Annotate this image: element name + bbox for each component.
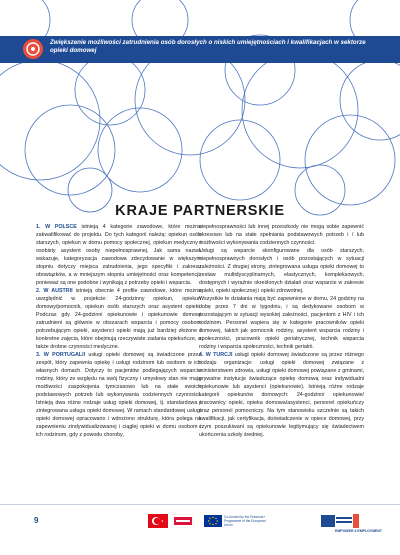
paragraph bbox=[199, 295, 364, 351]
paragraph-text: istnieją 4 kategorie zawodowe, które można zakwalifikować do projektu. Do tych kategorii należą: opiekun osób starszych, opiekun w domu pomocy społecznej, opiekun medyczny i osobisty asystent osoby niepełnosprawnej. Jak sama nazwa wskazuje, kategoryzacja zawodowa zdecydowanie w większym stopniu dotyczy miejsca zatrudnienia, jego specyfiki i zakresu obowiązków, a w mniejszym stopniu umiejętności oraz kompetencji, ponieważ są one podobne i wynikają z potrzeby opieki i wsparcia. bbox=[36, 224, 201, 286]
text-column-right bbox=[199, 223, 364, 439]
paragraph-text: niepełnosprawności lub innej przeszkody nie mogą sobie zapewnić okresowo lub na stałe spełniania podstawowych potrzeb i / lub możliwości wykonywania codziennych czynności. bbox=[199, 224, 364, 246]
paragraph-text: Wszystkie te działania mają być zapewnione w domu, 24 godziny na dobę przez 7 dni w tygodniu, i są dedykowane osobom w pozostającym w sytuacji wysokiej zależności, pacjentom z HIV i ich rodzinom. Personel wspiera się w kategorie pracowników opieki domowej, takich jak pomocnik rodziny, asystent wsparcia rodziny i społeczności, pracownik opieki geriatrycznej, technik wsparcia rodziny i wsparcia społeczności, technik geriatrii. bbox=[199, 296, 364, 350]
empower-brand-text: EMPOWER 4 EMPLOYMENT bbox=[335, 529, 383, 533]
footer-divider bbox=[0, 504, 400, 505]
paragraph bbox=[36, 287, 201, 351]
partner-logo-icon bbox=[172, 514, 194, 528]
paragraph-text: usługi opieki domowej są świadczone przez zespół, który zapewnia opiekę i usługi rodzinom lub osobom w ich własnych domach. Dotyczy to pacjentów podlegających wsparciu rodziny, który ze względu na swój fizyczny i umysłowy stan nie mają możliwości zaspokojenia tymczasowo lub na stałe swoich podstawowych potrzeb lub wykonywania codziennych czynności. Istnieją dwa różne rodzaje usług opieki domowej, tj. standardowa i zintegrowana usługa opieki domowej. W ramach standardowej usługi opieki domowej opracowano i wdrożono strukturę, która polega na zapewnieniu zindywidualizowanej i ciągłej opieki w domu osobom i ich rodzinom, gdy z powodu choroby, bbox=[36, 352, 201, 438]
paragraph bbox=[199, 351, 364, 439]
page-title: KRAJE PARTNERSKIE bbox=[115, 203, 285, 219]
paragraph bbox=[199, 223, 364, 247]
project-logo-icon bbox=[22, 38, 44, 60]
paragraph bbox=[36, 223, 201, 287]
page-number: 9 bbox=[34, 516, 39, 525]
paragraph bbox=[36, 351, 201, 439]
turkey-flag-icon bbox=[148, 514, 168, 528]
paragraph-text: istnieją obecnie 4 profile zawodowe, które można uwzględnić w projekcie: 24-godzinny opiekun, opiekun domowy/pomocnik, opiekun osób starszych oraz asystent opieki. Podczas gdy 24-godzinni opiekunowie i opiekunowie domowi zatrudnieni są głównie w obszarach wsparcia i pomocy osobom potrzebującym opieki, asystenci opieki mają już bardziej złożone i konkretne zajęcia, które obejmują rzeczywiste zadania opiekuńcze, a także drobne czynności medyczne. bbox=[36, 288, 201, 350]
text-column-left bbox=[36, 223, 201, 439]
paragraph bbox=[199, 247, 364, 295]
paragraph-text: usługi opieki domowej świadczone są przez różnego rodzaju organizacje: usługi opieki domowej związane z ministerstwem zdrowia, usługi opieki domowej powiązane z gminami, prywatne instytucje świadczące opiekę domową oraz indywidualni opiekunowie lub asystenci (opiekunowie). Istnieją różne rodzaje kategorii opiekunów domowych: 24-godzinni opiekunowie/ pracownicy opieki, opieka domowa/asystenci, personel opiekuńczy oraz personel pomocniczy. Na tym stanowisku szczelnie są takich kwalifikacji, jak certyfikacja, doświadczenie w opiece domowej, przy czym poszukiwani są opiekunowie legitymujący się świadectwem ukończenia szkoły średniej. bbox=[199, 352, 364, 438]
empower-logo-icon bbox=[321, 514, 359, 528]
section-heading: 4. W TURCJI bbox=[199, 352, 233, 358]
header-title: Zwiększenie możliwości zatrudnienia osób dorosłych o niskich umiejętnościach i kwalifikacjach w sektorze opieki domowej bbox=[50, 39, 366, 54]
section-heading: 2. W AUSTRII bbox=[36, 288, 73, 294]
eu-cofunded-text: Co-funded by the Erasmus+ Programme of the European Union bbox=[224, 515, 266, 527]
paragraph-text: Usługi są wsparcie skonfigurowane dla osób starszych, niepełnosprawnych dorosłych i osób pozostających w sytuacji zależności. Z drugiej strony, zintegrowana usługa opieki domowej to zestaw multidyscyplinarnych, elastycznych, kompleksowych, dostępnych i wyraźnie określonych działań oraz wsparcie w zakresie opieki, opieki społecznej i opieki zdrowotnej. bbox=[199, 248, 364, 294]
section-heading: 1. W POLSCE bbox=[36, 224, 77, 230]
section-heading: 3. W PORTUGALII bbox=[36, 352, 86, 358]
